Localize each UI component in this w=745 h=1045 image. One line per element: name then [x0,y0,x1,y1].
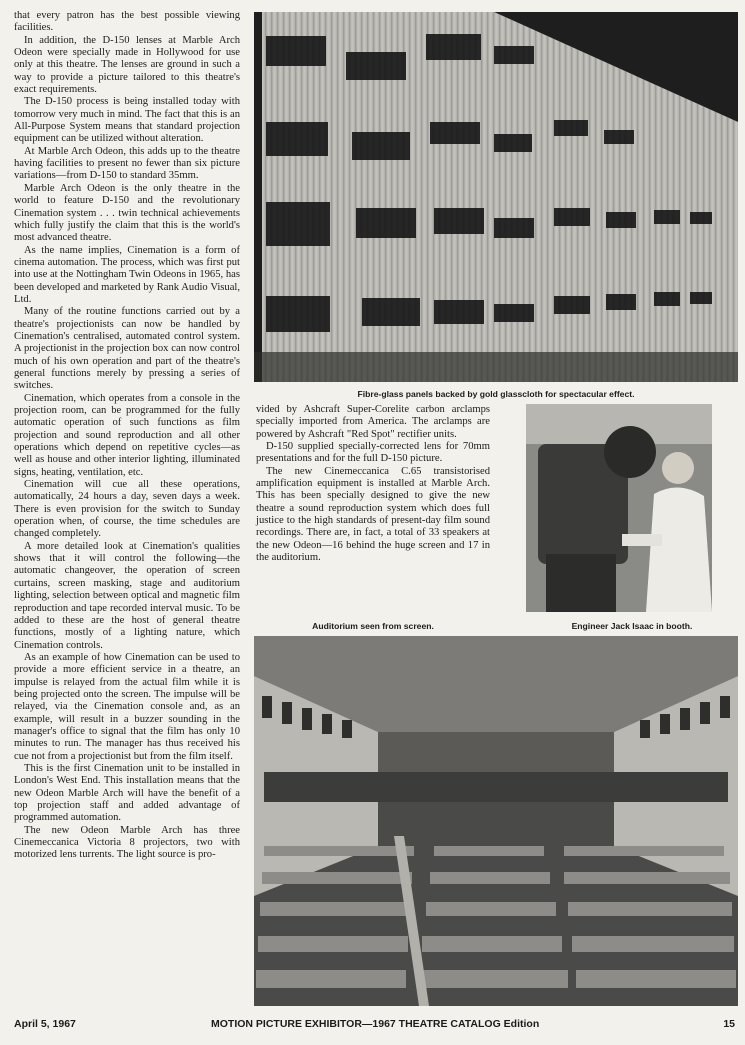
engineer-illustration [526,404,712,612]
paragraph: As an example of how Cinemation can be used to provide a more efficient service in a theatre, an impulse is relayed from the actual film while it is being projected onto the screen. The impulse will be relayed, via the Cinemation console and, as an example, will result in a buzzer sounding in the manager's office to signal that the film has only 10 minutes to run. The manager has thus received his cue not from a projectionist but from the film itself. [14,651,240,762]
paragraph: Marble Arch Odeon is the only theatre in the world to feature D-150 and the revolutionary Cinemation system . . . twin technical achievements which fully justify the claim that this is the world's most advanced theatre. [14,182,240,244]
paragraph: that every patron has the best possible viewing facilities. [14,10,240,34]
facade-caption: Fibre-glass panels backed by gold glasscloth for spectacular effect. [357,389,635,399]
engineer-photo [526,404,712,612]
paragraph: Cinemation, which operates from a console in the projection room, can be programmed for the fully automatic operation of such functions as film projection and sound reproduction and all other operations which depend on repetitive cycles—as well as house and other interior lighting, illuminated signs, heating, ventilation, etc. [14,392,240,478]
auditorium-photo [254,636,738,1006]
auditorium-illustration [254,636,738,1006]
paragraph: Many of the routine functions carried out by a theatre's projectionists can now be handled by Cinemation's centralised, automated control system. A projectionist in the projection box can now control much of his own operation and part of the theatre's general functions merely by pressing a series of switches. [14,306,240,392]
facade-illustration [254,12,738,382]
paragraph: In addition, the D-150 lenses at Marble Arch Odeon were specially made in Hollywood for use only at this theatre. The lenses are ground in such a way to provide a picture tailored to this theatre's exact requirements. [14,34,240,96]
publication-title: MOTION PICTURE EXHIBITOR—1967 THEATRE CATALOG Edition [211,1018,540,1030]
paragraph: The D-150 process is being installed today with tomorrow very much in mind. The fact that this is an All-Purpose System means that standard projection equipment can be utilized without alteration. [14,96,240,145]
paragraph: D-150 supplied specially-corrected lens for 70mm presentations and for the full D-150 picture. [256,441,490,465]
engineer-caption: Engineer Jack Isaac in booth. [571,621,693,631]
paragraph: vided by Ashcraft Super-Corelite carbon arclamps specially imported from America. The arclamps are powered by Ashcraft "Red Spot" rectifier units. [256,404,490,440]
paragraph: A more detailed look at Cinemation's qualities shows that it will control the following—the automatic changeover, the operation of screen curtains, screen masking, stage and auditorium lighting, selection between optical and magnetic film reproduction and tape recorded interval music. To be added to these are the host of general theatre functions, mostly of a lighting nature, which Cinemation controls. [14,540,240,651]
paragraph: The new Odeon Marble Arch has three Cinemeccanica Victoria 8 projectors, two with motorized lens turrents. The light source is pro- [14,824,240,861]
middle-text-column [256,404,490,564]
paragraph: Cinemation will cue all these operations, automatically, 24 hours a day, seven days a week. There is even provision for the switch to Sunday operation when, of course, the time schedules are changed completely. [14,479,240,540]
page-number: 15 [723,1018,735,1030]
paragraph: This is the first Cinemation unit to be installed in London's West End. This installation means that the new Odeon Marble Arch will have the benefit of a top projection staff and added advantage of programmed automation. [14,762,240,824]
paragraph: The new Cinemeccanica C.65 transistorised amplification equipment is installed at Marble Arch. This has been specially designed to give the new theatre a sound reproduction system which does full justice to the high standards of present-day film sound recordings. There are, in fact, a total of 33 speakers at the new Odeon—16 behind the huge screen and 17 in the auditorium. [256,465,490,564]
issue-date: April 5, 1967 [14,1018,76,1030]
facade-photo [254,12,738,382]
left-text-column [14,10,240,862]
auditorium-caption: Auditorium seen from screen. [312,621,434,631]
paragraph: As the name implies, Cinemation is a form of cinema automation. The process, which was first put into use at the Nottingham Twin Odeons in 1965, has been developed and marketed by Rank Audio Visual, Ltd. [14,244,240,305]
page-footer [14,1018,735,1034]
paragraph: At Marble Arch Odeon, this adds up to the theatre having facilities to present no fewer than six picture variations—from D-150 to standard 35mm. [14,145,240,182]
